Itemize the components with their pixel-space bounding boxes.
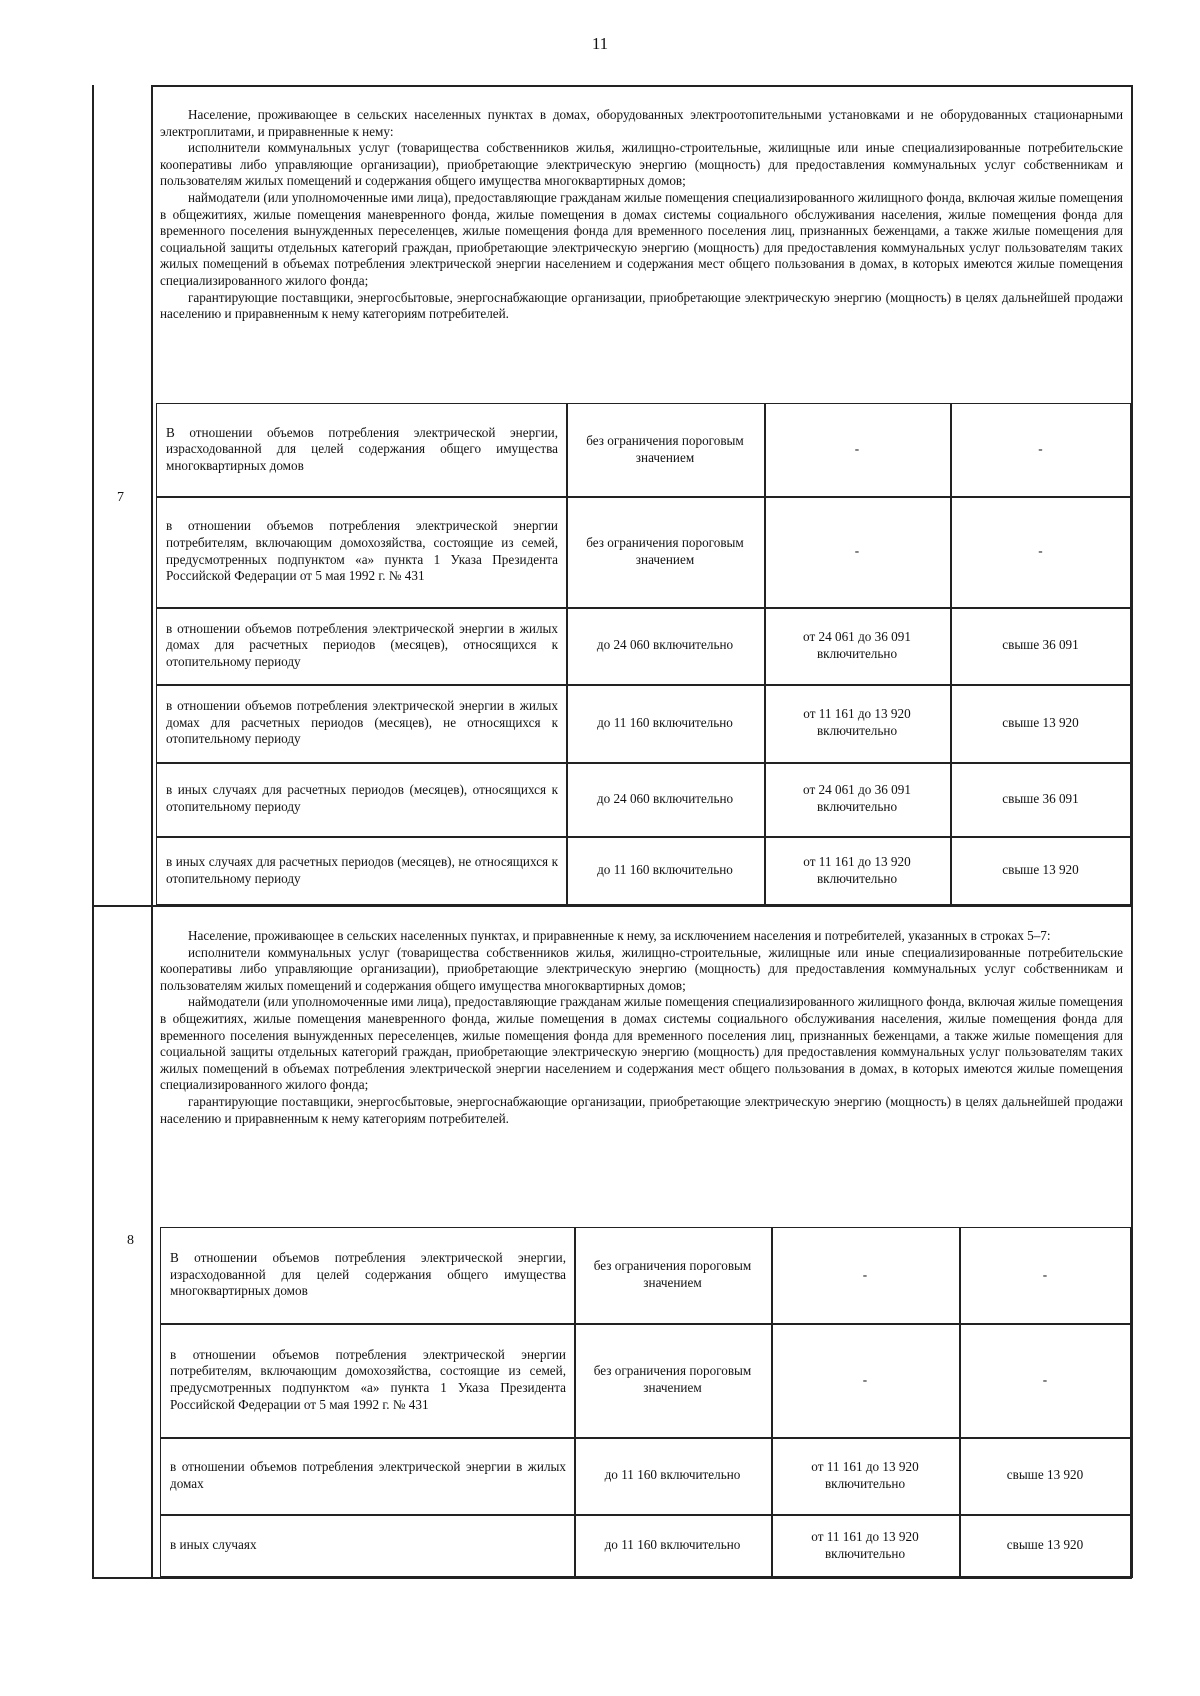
table-cell-threshold-3: - <box>1042 1371 1048 1387</box>
table-left-border <box>92 85 94 1578</box>
table-cell-threshold-2: - <box>854 441 860 457</box>
table-cell-threshold-3: - <box>1038 441 1043 457</box>
row-8-intro <box>160 928 1123 1127</box>
table-cell-threshold-2: от 11 161 до 13 920 включительно <box>811 1458 919 1491</box>
intro-paragraph: наймодатели (или уполномоченные ими лица), предоставляющие гражданам жилые помещения специализированного жилищного фонда, включая жилые помещения в общежитиях, жилые помещения маневренного фонда, жилые помещения в домах системы социального обслуживания населения, жилые помещения фонда для временного поселения вынужденных переселенцев, жилые помещения фонда для временного поселения лиц, признанных беженцами, а также жилые помещения для социальной защиты отдельных категорий граждан, приобретающие электрическую энергию (мощность) для предоставления коммунальных услуг пользователям таких жилых помещений в объемах потребления электрической энергии населением и содержания мест общего пользования в домах, в которых имеются жилые помещения специализированного жилого фонда; <box>160 189 1123 288</box>
table-cell-threshold-2: - <box>862 1266 868 1282</box>
intro-paragraph: Население, проживающее в сельских населенных пунктах в домах, оборудованных электроотопительными установками и не оборудованных стационарными электроплитами, и приравненные к нему: <box>160 107 1123 139</box>
table-cell-description: в иных случаях для расчетных периодов (месяцев), не относящихся к отопительному периоду <box>166 853 558 886</box>
table-cell-description: В отношении объемов потребления электрической энергии, израсходованной для целей содержания общего имущества многоквартирных домов <box>170 1250 566 1299</box>
table-cell-description: в иных случаях <box>170 1537 257 1553</box>
table-cell-description: в отношении объемов потребления электрической энергии в жилых домах для расчетных периодов (месяцев), не относящихся к отопительному периоду <box>166 698 558 747</box>
table-cell-description: в отношении объемов потребления электрической энергии потребителям, включающим домохозяйства, состоящие из семей, предусмотренных подпунктом «а» пункта 1 Указа Президента Российской Федерации от 5 мая 1992 г. № 431 <box>166 518 558 584</box>
row-7-intro <box>160 107 1123 323</box>
table-cell-threshold-1: без ограничения пороговым значением <box>593 1258 752 1290</box>
table-cell-description: в отношении объемов потребления электрической энергии потребителям, включающим домохозяйства, состоящие из семей, предусмотренных подпунктом «а» пункта 1 Указа Президента Российской Федерации от 5 мая 1992 г. № 431 <box>170 1346 566 1412</box>
page-number: 11 <box>591 34 609 53</box>
intro-paragraph: исполнители коммунальных услуг (товарищества собственников жилья, жилищно-строительные, жилищные или иные специализированные потребительские кооперативы либо управляющие организации), приобретающие электрическую энергию (мощность) для предоставления коммунальных услуг собственникам и пользователям жилых помещений и содержания общего имущества многоквартирных домов; <box>160 944 1123 993</box>
table-cell-threshold-1: до 24 060 включительно <box>596 637 734 653</box>
table-cell-description: в отношении объемов потребления электрической энергии в жилых домах <box>170 1458 566 1491</box>
table-cell-threshold-2: - <box>862 1371 868 1387</box>
table-cell-threshold-2: от 24 061 до 36 091 включительно <box>803 628 911 661</box>
table-cell-threshold-2: - <box>854 543 860 559</box>
table-cell-threshold-1: без ограничения пороговым значением <box>586 432 744 465</box>
table-right-border <box>1131 85 1133 1578</box>
intro-paragraph: наймодатели (или уполномоченные ими лица), предоставляющие гражданам жилые помещения специализированного жилищного фонда, включая жилые помещения в общежитиях, жилые помещения маневренного фонда, жилые помещения в домах системы социального обслуживания населения, жилые помещения фонда для временного поселения вынужденных переселенцев, жилые помещения фонда для временного поселения лиц, признанных беженцами, а также жилые помещения для социальной защиты отдельных категорий граждан, приобретающие электрическую энергию (мощность) для предоставления коммунальных услуг пользователям таких жилых помещений в объемах потребления электрической энергии населением и содержания мест общего пользования в домах, в которых имеются жилые помещения специализированного жилого фонда; <box>160 994 1123 1093</box>
table-cell-description: в иных случаях для расчетных периодов (месяцев), относящихся к отопительному периоду <box>166 782 558 814</box>
table-cell-threshold-3: свыше 36 091 <box>1002 790 1079 806</box>
table-cell-description: в отношении объемов потребления электрической энергии в жилых домах для расчетных периодов (месяцев), относящихся к отопительному периоду <box>166 620 558 669</box>
table-cell-threshold-1: до 11 160 включительно <box>604 1467 741 1483</box>
row-number-7: 7 <box>117 490 124 505</box>
intro-paragraph: гарантирующие поставщики, энергосбытовые, энергоснабжающие организации, приобретающие электрическую энергию (мощность) в целях дальнейшей продажи населению и приравненным к нему категориям потребителей. <box>160 1093 1123 1126</box>
table-cell-threshold-1: до 11 160 включительно <box>597 862 733 878</box>
intro-paragraph: исполнители коммунальных услуг (товарищества собственников жилья, жилищно-строительные, жилищные или иные специализированные потребительские кооперативы либо управляющие организации), приобретающие электрическую энергию (мощность) для предоставления коммунальных услуг собственникам и пользователям жилых помещений и содержания общего имущества многоквартирных домов; <box>160 140 1123 189</box>
table-cell-threshold-1: без ограничения пороговым значением <box>593 1363 752 1395</box>
row-number-8: 8 <box>127 1233 134 1248</box>
table-cell-threshold-2: от 11 161 до 13 920 включительно <box>803 853 911 886</box>
table-cell-threshold-1: до 24 060 включительно <box>596 790 734 806</box>
table-cell-threshold-3: свыше 13 920 <box>1002 862 1079 878</box>
table-cell-threshold-1: до 11 160 включительно <box>604 1537 741 1553</box>
table-cell-threshold-3: - <box>1042 1266 1048 1282</box>
table-bottom-border <box>92 1577 1132 1579</box>
table-cell-threshold-3: свыше 36 091 <box>1002 637 1079 653</box>
table-cell-threshold-1: без ограничения пороговым значением <box>586 534 744 567</box>
table-cell-threshold-2: от 11 161 до 13 920 включительно <box>803 706 911 738</box>
table-cell-threshold-1: до 11 160 включительно <box>597 714 733 730</box>
number-column-divider <box>151 85 153 1578</box>
table-cell-threshold-2: от 11 161 до 13 920 включительно <box>811 1528 919 1561</box>
row-separator <box>92 905 1132 907</box>
table-cell-threshold-3: свыше 13 920 <box>1006 1537 1084 1553</box>
row-top-border <box>151 85 1132 87</box>
table-cell-threshold-3: свыше 13 920 <box>1006 1467 1084 1483</box>
intro-paragraph: гарантирующие поставщики, энергосбытовые, энергоснабжающие организации, приобретающие электрическую энергию (мощность) в целях дальнейшей продажи населению и приравненным к нему категориям потребителей. <box>160 289 1123 322</box>
table-cell-threshold-3: - <box>1038 543 1043 559</box>
table-cell-description: В отношении объемов потребления электрической энергии, израсходованной для целей содержания общего имущества многоквартирных домов <box>166 424 558 473</box>
table-cell-threshold-2: от 24 061 до 36 091 включительно <box>803 782 911 814</box>
intro-paragraph: Население, проживающее в сельских населенных пунктах, и приравненные к нему, за исключением населения и потребителей, указанных в строках 5–7: <box>188 928 1051 943</box>
table-cell-threshold-3: свыше 13 920 <box>1002 714 1079 730</box>
